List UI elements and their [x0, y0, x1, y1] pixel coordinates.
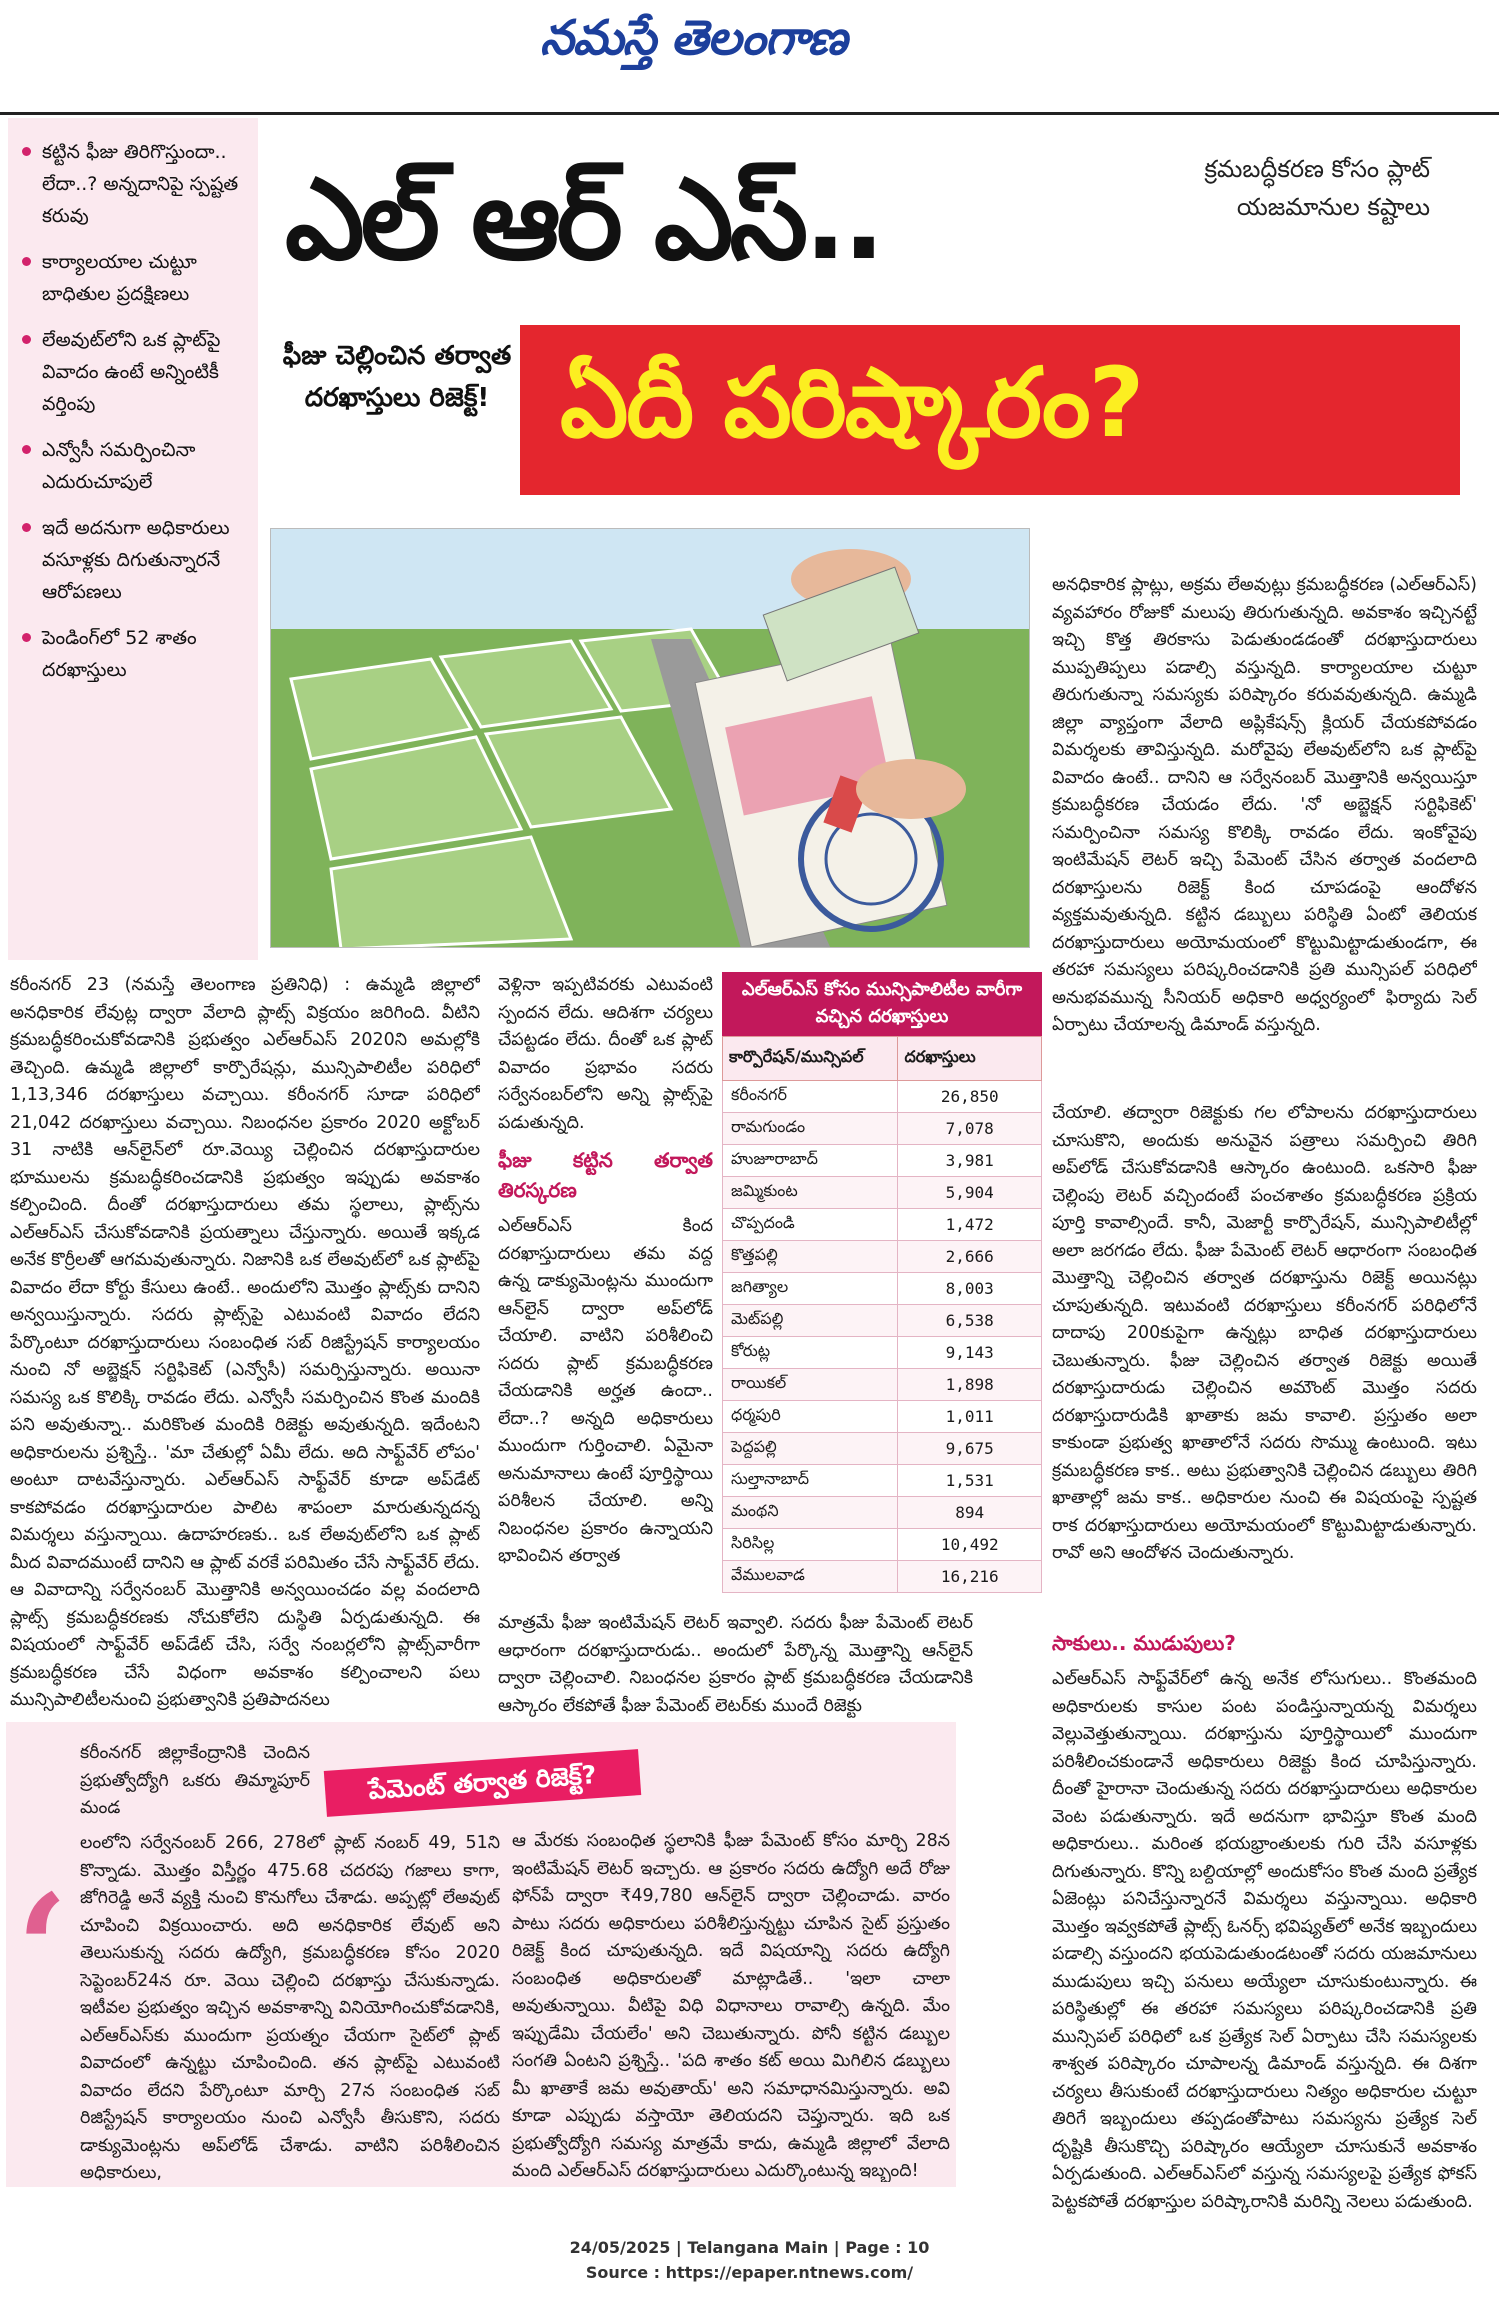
headline-kicker: ఫీజు చెల్లించిన తర్వాత దరఖాస్తులు రిజెక్ట్!: [282, 341, 512, 413]
application-count: 1,011: [898, 1401, 1042, 1433]
municipality-name: కొత్తపల్లి: [723, 1241, 898, 1273]
table-row: [723, 1497, 1042, 1529]
highlight-item: కార్యాలయాల చుట్టూ బాధితుల ప్రదక్షిణలు: [22, 246, 244, 310]
masthead-divider: [0, 112, 1499, 115]
application-count: 16,216: [898, 1561, 1042, 1593]
application-count: 1,472: [898, 1209, 1042, 1241]
applications-table: [722, 972, 1042, 1606]
article-column-2-continued: [498, 1610, 973, 1718]
municipality-name: సుల్తానాబాద్: [723, 1465, 898, 1497]
application-count: 8,003: [898, 1273, 1042, 1305]
highlight-item: కట్టిన ఫీజు తిరిగొస్తుందా.. లేదా..? అన్నదానిపై స్పష్టత కరువు: [22, 136, 244, 232]
article-column-3c: [1052, 1620, 1477, 2220]
municipality-name: జమ్మికుంట: [723, 1177, 898, 1209]
case-study-column-1: [80, 1830, 500, 2182]
article-column-1: [10, 972, 480, 1717]
municipality-name: రామగుండం: [723, 1113, 898, 1145]
headline-deck: క్రమబద్ధీకరణ కోసం ప్లాట్ యజమానుల కష్టాలు: [1204, 155, 1430, 221]
table-row: [723, 1337, 1042, 1369]
section-subhead: ఫీజు కట్టిన తర్వాత తిరస్కరణ: [498, 1148, 713, 1202]
application-count: 9,143: [898, 1337, 1042, 1369]
article-paragraph: చేయాలి. తద్వారా రిజెక్టుకు గల లోపాలను దరఖాస్తుదారులు చూసుకొని, అందుకు అనువైన పత్రాలు సమర్పించి తిరిగి అప్‌లోడ్ చేసుకోవడానికి ఆస్కారం ఉంటుంది. ఒకసారి ఫీజు చెల్లింపు లెటర్ వచ్చిందంటే పంచశాతం క్రమబద్ధీకరణ ప్రక్రియ పూర్తి కావాల్సిందే. కానీ, మెజార్టీ కార్పొరేషన్, మున్సిపాలిటీల్లో అలా జరగడం లేదు. ఫీజు పేమెంట్ లెటర్ ఆధారంగా సంబంధిత మొత్తాన్ని చెల్లించిన తర్వాత దరఖాస్తును రిజెక్ట్ అయినట్లు చూపుతున్నది. ఇటువంటి దరఖాస్తులు కరీంనగర్ పరిధిలోనే దాదాపు 200కుపైగా ఉన్నట్లు బాధిత దరఖాస్తుదారులు చెబుతున్నారు. ఫీజు చెల్లించిన తర్వాత రిజెక్టు అయితే దరఖాస్తుదారుడు చెల్లించిన అమౌంట్ మొత్తం సదరు దరఖాస్తుదారుడికి ఖాతాకు జమ కావాలి. ప్రస్తుతం అలా కాకుండా ప్రభుత్వ ఖాతాలోనే సదరు సొమ్ము ఉంటుంది. ఇటు క్రమబద్ధీకరణ కాక.. అటు ప్రభుత్వానికి చెల్లించిన డబ్బులు తిరిగి ఖాతాల్లో జమ కాక.. అధికారుల నుంచి ఈ విషయంపై స్పష్టత రాక దరఖాస్తుదారులు అయోమయంలో కొట్టుమిట్టాడుతున్నారు. రావో అని ఆందోళన చెందుతున్నారు.: [1052, 1103, 1477, 1563]
table-row: [723, 1241, 1042, 1273]
page-footer: [0, 2235, 1499, 2285]
table-row: [723, 1305, 1042, 1337]
highlight-item: ఇదే అదనుగా అధికారులు వసూళ్లకు దిగుతున్నారనే ఆరోపణలు: [22, 512, 244, 608]
municipality-name: సిరిసిల్ల: [723, 1529, 898, 1561]
application-count: 1,531: [898, 1465, 1042, 1497]
highlight-item: పెండింగ్‌లో 52 శాతం దరఖాస్తులు: [22, 622, 244, 686]
article-paragraph: వెళ్లినా ఇప్పటివరకు ఎటువంటి స్పందన లేదు. ఆదిశగా చర్యలు చేపట్టడం లేదు. దీంతో ఒక ప్లాట్ వివాదం ప్రభావం సదరు సర్వేనంబర్‌లోని అన్ని ప్లాట్స్‌పై పడుతున్నది.: [498, 975, 713, 1133]
table-row: [723, 1177, 1042, 1209]
table-row: [723, 1465, 1042, 1497]
table-row: [723, 1529, 1042, 1561]
layout-plots-image: [271, 529, 1030, 948]
municipality-name: రాయికల్: [723, 1369, 898, 1401]
table-row: [723, 1369, 1042, 1401]
application-count: 6,538: [898, 1305, 1042, 1337]
application-count: 1,898: [898, 1369, 1042, 1401]
case-study-column-2: [512, 1740, 950, 2182]
application-count: 2,666: [898, 1241, 1042, 1273]
application-count: 5,904: [898, 1177, 1042, 1209]
municipality-name: హుజూరాబాద్: [723, 1145, 898, 1177]
application-count: 10,492: [898, 1529, 1042, 1561]
newspaper-logo: నమస్తే తెలంగాణ: [540, 10, 847, 66]
article-paragraph: కరీంనగర్ 23 (నమస్తే తెలంగాణ ప్రతినిధి) : ఉమ్మడి జిల్లాలో అనధికారిక లేవుట్ల ద్వారా వేలాది ప్లాట్స్ విక్రయం జరిగింది. వీటిని క్రమబద్ధీకరించుకోవడానికి ప్రభుత్వం ఎల్ఆర్ఎస్ 2020ని అమల్లోకి తెచ్చింది. ఉమ్మడి జిల్లాలో కార్పొరేషన్లు, మున్సిపాలిటీల పరిధిలో 1,13,346 దరఖాస్తులు వచ్చాయి. కరీంనగర్ సూడా పరిధిలో 21,042 దరఖాస్తులు వచ్చాయి. నిబంధనల ప్రకారం 2020 అక్టోబర్ 31 నాటికి ఆన్‌లైన్‌లో రూ.వెయ్యి చెల్లించిన దరఖాస్తుదారుల భూములను క్రమబద్ధీకరించడానికి ప్రభుత్వం ఇప్పుడు అవకాశం కల్పించింది. దీంతో దరఖాస్తుదారులు తమ స్థలాలు, ప్లాట్స్‌ను ఎల్ఆర్ఎస్ చేసుకోవడానికి ప్రయత్నాలు చేస్తున్నారు. అయితే ఇక్కడ అనేక కొర్రీలతో ఆగమవుతున్నారు. నిజానికి ఒక లేఅవుట్‌లో ఒక ప్లాట్‌పై వివాదం లేదా కోర్టు కేసులు ఉంటే.. అందులోని మొత్తం ప్లాట్స్‌కు దానిని అన్వయిస్తున్నారు. సదరు ప్లాట్స్‌పై ఎటువంటి వివాదం లేదని పేర్కొంటూ దరఖాస్తుదారులు సంబంధిత సబ్ రిజిస్ట్రేషన్ కార్యాలయం నుంచి నో అబ్జెక్షన్ సర్టిఫికెట్ (ఎన్వోసీ) సమర్పిస్తున్నారు. అయినా సమస్య ఒక కొలిక్కి రావడం లేదు. ఎన్వోసీ సమర్పించిన కొంత మందికి పని అవుతున్నా.. మరికొంత మందికి రిజెక్టు అవుతున్నది. ఇదేంటని అధికారులను ప్రశ్నిస్తే.. 'మా చేతుల్లో ఏమీ లేదు. అది సాఫ్ట్‌వేర్ లోపం' అంటూ దాటవేస్తున్నారు. ఎల్ఆర్ఎస్ సాఫ్ట్‌వేర్ కూడా అప్‌డేట్ కాకపోవడం దరఖాస్తుదారుల పాలిట శాపంలా మారుతున్నదన్న విమర్శలు వస్తున్నాయి. ఉదాహరణకు.. ఒక లేఅవుట్‌లోని ఒక ప్లాట్ మీద వివాదముంటే దానిని ఆ ప్లాట్ వరకే పరిమితం చేసే సాఫ్ట్‌వేర్ లేదు. ఆ వివాదాన్ని సర్వేనంబర్ మొత్తానికి అన్వయించడం వల్ల వందలాది ప్లాట్స్ క్రమబద్ధీకరణకు నోచుకోలేని దుస్థితి ఏర్పడుతున్నది. ఈ విషయంలో సాఫ్ట్‌వేర్ అప్‌డేట్ చేసి, సర్వే నంబర్లలోని ప్లాట్స్‌వారీగా క్రమబద్ధీకరణ చేసే విధంగా అవకాశం కల్పించాలని పలు మున్సిపాలిటీలనుంచి ప్రభుత్వానికి ప్రతిపాదనలు: [10, 975, 480, 1710]
table-row: [723, 1081, 1042, 1113]
highlight-item: ఎన్వోసీ సమర్పించినా ఎదురుచూపులే: [22, 434, 244, 498]
lrs-illustration-photo: [270, 528, 1030, 948]
case-paragraph: ఆ మేరకు సంబంధిత స్థలానికి ఫీజు పేమెంట్ కోసం మార్చి 28న ఇంటిమేషన్ లెటర్ ఇచ్చారు. ఆ ప్రకారం సదరు ఉద్యోగి అదే రోజు ఫోన్‌పే ద్వారా ₹49,780 ఆన్‌లైన్ ద్వారా చెల్లించాడు. వారం పాటు సదరు అధికారులు పరిశీలిస్తున్నట్టు చూపిన సైట్ ప్రస్తుతం రిజెక్ట్ కింద చూపుతున్నది. ఇదే విషయాన్ని సదరు ఉద్యోగి సంబంధిత అధికారులతో మాట్లాడితే.. 'ఇలా చాలా అవుతున్నాయి. వీటిపై విధి విధానాలు రావాల్సి ఉన్నది. మేం ఇప్పుడేమి చేయలేం' అని చెబుతున్నారు. పోనీ కట్టిన డబ్బుల సంగతి ఏంటని ప్రశ్నిస్తే.. 'పది శాతం కట్ అయి మిగిలిన డబ్బులు మీ ఖాతాకే జమ అవుతాయ్' అని సమాధానమిస్తున్నారు. అవి కూడా ఎప్పుడు వస్తాయో తెలియదని చెప్తున్నారు. ఇది ఒక ప్రభుత్వోద్యోగి సమస్య మాత్రమే కాదు, ఉమ్మడి జిల్లాలో వేలాది మంది ఎల్ఆర్ఎస్ దరఖాస్తుదారులు ఎదుర్కొంటున్న ఇబ్బంది!: [512, 1831, 950, 2181]
highlights-list: [22, 136, 244, 686]
table-row: [723, 1433, 1042, 1465]
municipality-name: కరీంనగర్: [723, 1081, 898, 1113]
table-row: [723, 1145, 1042, 1177]
municipality-name: మంథని: [723, 1497, 898, 1529]
application-count: 26,850: [898, 1081, 1042, 1113]
application-count: 3,981: [898, 1145, 1042, 1177]
article-column-3b: [1052, 1100, 1477, 1635]
case-paragraph: లంలోని సర్వేనంబర్ 266, 278లో ప్లాట్ నంబర్ 49, 51ని కొన్నాడు. మొత్తం విస్తీర్ణం 475.68 చదరపు గజాలు కాగా, జోగిరెడ్డి అనే వ్యక్తి నుంచి కొనుగోలు చేశాడు. అప్పట్లో లేఅవుట్ చూపించి విక్రయించారు. అది అనధికారిక లేవుట్ అని తెలుసుకున్న సదరు ఉద్యోగి, క్రమబద్ధీకరణ కోసం 2020 సెప్టెంబర్‌24న రూ. వెయి చెల్లించి దరఖాస్తు చేసుకున్నాడు. ఇటీవల ప్రభుత్వం ఇచ్చిన అవకాశాన్ని వినియోగించుకోవడానికి, ఎల్ఆర్ఎస్‌కు ముందుగా ప్రయత్నం చేయగా సైట్‌లో ప్లాట్ వివాదంలో ఉన్నట్టు చూపించింది. తన ప్లాట్‌పై ఎటువంటి వివాదం లేదని పేర్కొంటూ మార్చి 27న సంబంధిత సబ్ రిజిస్ట్రేషన్ కార్యాలయం నుంచి ఎన్వోసీ తీసుకొని, సదరు డాక్యుమెంట్లను అప్‌లోడ్ చేశాడు. వాటిని పరిశీలించిన అధికారులు,: [80, 1833, 500, 2182]
highlight-item: లేఅవుట్‌లోని ఒక ప్లాట్‌పై వివాదం ఉంటే అన్నింటికీ వర్తింపు: [22, 324, 244, 420]
article-paragraph: ఎల్ఆర్ఎస్ సాఫ్ట్‌వేర్‌లో ఉన్న అనేక లోసుగులు.. కొంతమంది అధికారులకు కాసుల పంట పండిస్తున్నాయన్న విమర్శలు వెల్లువెత్తుతున్నాయి. దరఖాస్తును పూర్తిస్థాయిలో ముందుగా పరిశీలించకుండానే అధికారులు రిజెక్టు కింద చూపిస్తున్నారు. దీంతో హైరానా చెందుతున్న సదరు దరఖాస్తుదారులు అధికారుల వెంట పడుతున్నారు. ఇదే అదనుగా భావిస్తూ కొంత మంది అధికారులు.. మరింత భయభ్రాంతులకు గురి చేసి వసూళ్లకు దిగుతున్నారు. కొన్ని బల్దియాల్లో అందుకోసం కొంత మంది ప్రత్యేక ఏజెంట్లు పనిచేస్తున్నారనే విమర్శలు వస్తున్నాయి. అధికారి మొత్తం ఇవ్వకపోతే ప్లాట్స్ ఓనర్స్ భవిష్యత్‌లో అనేక ఇబ్బందులు పడాల్సి వస్తుందని భయపెడుతుండటంతో సదరు యజమానులు ముడుపులు ఇచ్చి పనులు అయ్యేలా చూసుకుంటున్నారు. ఈ పరిస్థితుల్లో ఈ తరహా సమస్యలు పరిష్కరించడానికి ప్రతి మున్సిపల్ పరిధిలో ఒక ప్రత్యేక సెల్ ఏర్పాటు చేసి సమస్యలకు శాశ్వత పరిష్కారం చూపాలన్న డిమాండ్ వస్తున్నది. ఈ దిశగా చర్యలు తీసుకుంటే దరఖాస్తుదారులు నిత్యం అధికారుల చుట్టూ తిరిగే ఇబ్బందులు తప్పడంతోపాటు సమస్యను ప్రత్యేక సెల్ దృష్టికి తీసుకొచ్చి పరిష్కారం ఆయ్యేలా చూసుకునే అవకాశం ఏర్పడుతుంది. ఎల్ఆర్ఎస్‌లో వస్తున్న సమస్యలపై ప్రత్యేక ఫోకస్ పెట్టకపోతే దరఖాస్తుల పరిష్కారానికి మరిన్ని నెలలు పడుతుంది.: [1052, 1669, 1477, 2212]
municipality-name: చొప్పదండి: [723, 1209, 898, 1241]
edition-info: 24/05/2025 | Telangana Main | Page : 10: [569, 2238, 930, 2257]
application-count: 9,675: [898, 1433, 1042, 1465]
municipality-name: పెద్దపల్లి: [723, 1433, 898, 1465]
article-column-3: [1052, 572, 1477, 1092]
table-header-row: [723, 1037, 1042, 1081]
case-study-intro: [80, 1740, 310, 1830]
table-col-header: దరఖాస్తులు: [898, 1037, 1042, 1081]
municipality-name: ధర్మపురి: [723, 1401, 898, 1433]
article-paragraph: ఎల్ఆర్ఎస్ కింద దరఖాస్తుదారులు తమ వద్ద ఉన్న డాక్యుమెంట్లను ముందుగా ఆన్‌లైన్ ద్వారా అప్‌లోడ్ చేయాలి. వాటిని పరిశీలించి సదరు ప్లాట్ క్రమబద్ధీకరణ చేయడానికి అర్హత ఉందా.. లేదా..? అన్నది అధికారులు ముందుగా గుర్తించాలి. ఏమైనా అనుమానాలు ఉంటే పూర్తిస్థాయి పరిశీలన చేయాలి. అన్ని నిబంధనల ప్రకారం ఉన్నాయని భావించిన తర్వాత: [498, 1216, 713, 1566]
highlights-sidebar: [8, 118, 258, 960]
table-body: [723, 1081, 1042, 1593]
municipality-name: జగిత్యాల: [723, 1273, 898, 1305]
article-paragraph: అనధికారిక ప్లాట్లు, అక్రమ లేఅవుట్లు క్రమబద్ధీకరణ (ఎల్ఆర్ఎస్) వ్యవహారం రోజుకో మలుపు తిరుగుతున్నది. అవకాశం ఇచ్చినట్టే ఇచ్చి కొత్త తిరకాసు పెడుతుండడంతో దరఖాస్తుదారులు ముప్పతిప్పలు పడాల్సి వస్తున్నది. కార్యాలయాల చుట్టూ తిరుగుతున్నా సమస్యకు పరిష్కారం కరువవుతున్నది. ఉమ్మడి జిల్లా వ్యాప్తంగా వేలాది అప్లికేషన్స్ క్లియర్ చేయకపోవడం విమర్శలకు తావిస్తున్నది. మరోవైపు లేఅవుట్‌లోని ఒక ప్లాట్‌పై వివాదం ఉంటే.. దానిని ఆ సర్వేనంబర్ మొత్తానికి అన్వయిస్తూ క్రమబద్ధీకరణ చేయడం లేదు. 'నో అబ్జెక్షన్ సర్టిఫికెట్' సమర్పించినా సమస్య కొలిక్కి రావడం లేదు. ఇంకోవైపు ఇంటిమేషన్ లెటర్ ఇచ్చి పేమెంట్ చేసిన తర్వాత వందలాది దరఖాస్తులను రిజెక్ట్ కింద చూపడంపై ఆందోళన వ్యక్తమవుతున్నది. కట్టిన డబ్బులు పరిస్థితి ఏంటో తెలియక దరఖాస్తుదారులు అయోమయంలో కొట్టుమిట్టాడుతుండగా, ఈ తరహా సమస్యలు పరిష్కరించడానికి ప్రతి మున్సిపల్ పరిధిలో అనుభవమున్న సీనియర్ అధికారి అధ్వర్యంలో ఫిర్యాదు సెల్ ఏర్పాటు చేయాలన్న డిమాండ్ వస్తున్నది.: [1052, 575, 1477, 1035]
table-title: ఎల్ఆర్ఎస్ కోసం మున్సిపాలిటీల వారీగా వచ్చిన దరఖాస్తులు: [722, 972, 1042, 1036]
masthead: [0, 0, 1499, 100]
headline-red-box: [520, 325, 1460, 495]
municipality-name: మెట్‌పల్లి: [723, 1305, 898, 1337]
headline-question: ఏదీ పరిష్కారం?: [560, 347, 1143, 459]
table-row: [723, 1401, 1042, 1433]
section-subhead: సాకులు.. ముడుపులు?: [1052, 1631, 1236, 1655]
application-count: 894: [898, 1497, 1042, 1529]
case-study-banner-text: పేమెంట్ తర్వాత రిజెక్ట్?: [367, 1760, 598, 1805]
article-column-2: [498, 972, 713, 1606]
municipality-name: కోరుట్ల: [723, 1337, 898, 1369]
application-count: 7,078: [898, 1113, 1042, 1145]
table-row: [723, 1113, 1042, 1145]
headline-main: ఎల్ ఆర్ ఎస్..: [285, 155, 882, 285]
source-link[interactable]: Source : https://epaper.ntnews.com/: [585, 2263, 914, 2282]
table-row: [723, 1561, 1042, 1593]
municipality-name: వేములవాడ: [723, 1561, 898, 1593]
quote-mark-icon: ‘: [16, 1862, 69, 2038]
table-col-header: కార్పొరేషన్/మున్సిపల్: [723, 1037, 898, 1081]
article-paragraph: మాత్రమే ఫీజు ఇంటిమేషన్ లెటర్ ఇవ్వాలి. సదరు ఫీజు పేమెంట్ లెటర్ ఆధారంగా దరఖాస్తుదారుడు.. అందులో పేర్కొన్న మొత్తాన్ని ఆన్‌లైన్ ద్వారా చెల్లించాలి. నిబంధనల ప్రకారం ప్లాట్ క్రమబద్ధీకరణ చేయడానికి ఆస్కారం లేకపోతే ఫీజు పేమెంట్ లెటర్‌కు ముందే రిజెక్టు: [498, 1613, 973, 1716]
case-paragraph: కరీంనగర్ జిల్లాకేంద్రానికి చెందిన ప్రభుత్వోద్యోగి ఒకరు తిమ్మాపూర్ మండ: [80, 1743, 310, 1818]
table-grid: [722, 1036, 1042, 1593]
table-row: [723, 1273, 1042, 1305]
table-row: [723, 1209, 1042, 1241]
